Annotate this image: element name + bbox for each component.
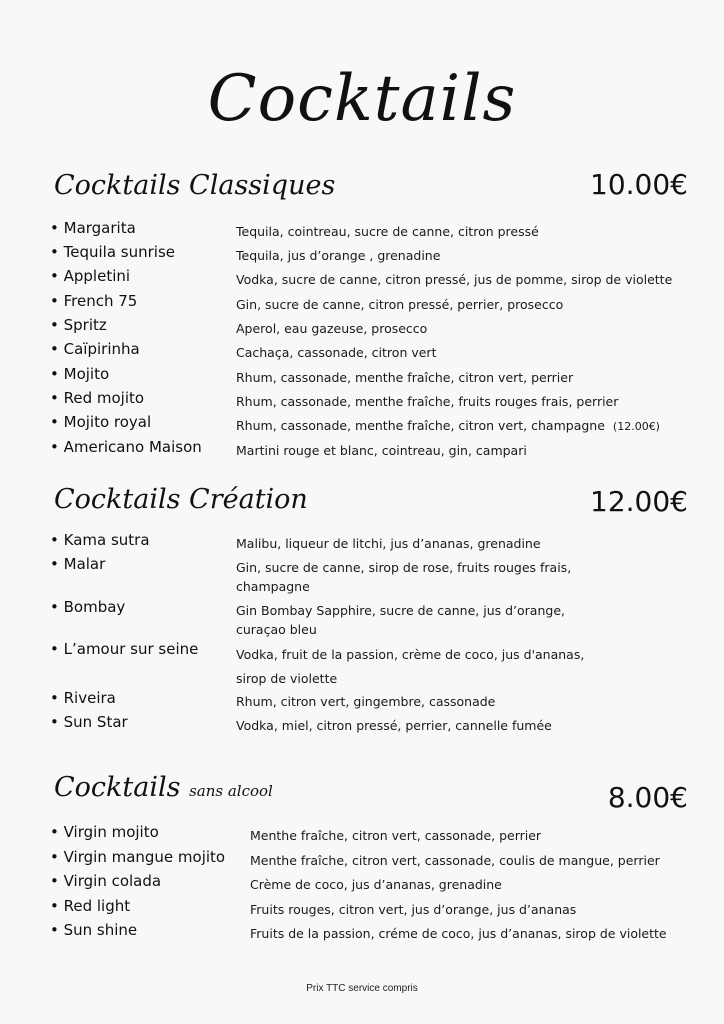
section-title-creation: Cocktails Création [54,484,308,515]
price-note: (12.00€) [612,420,660,433]
section-title-classiques: Cocktails Classiques [54,170,336,201]
section-price-classiques: 10.00€ [590,168,688,201]
footer-note: Prix TTC service compris [306,983,418,994]
section-title-sans-alcool: Cocktails sans alcool [54,772,273,803]
page-title: Cocktails [207,62,517,136]
section-price-sans-alcool: 8.00€ [607,781,688,814]
section-price-creation: 12.00€ [590,485,688,518]
